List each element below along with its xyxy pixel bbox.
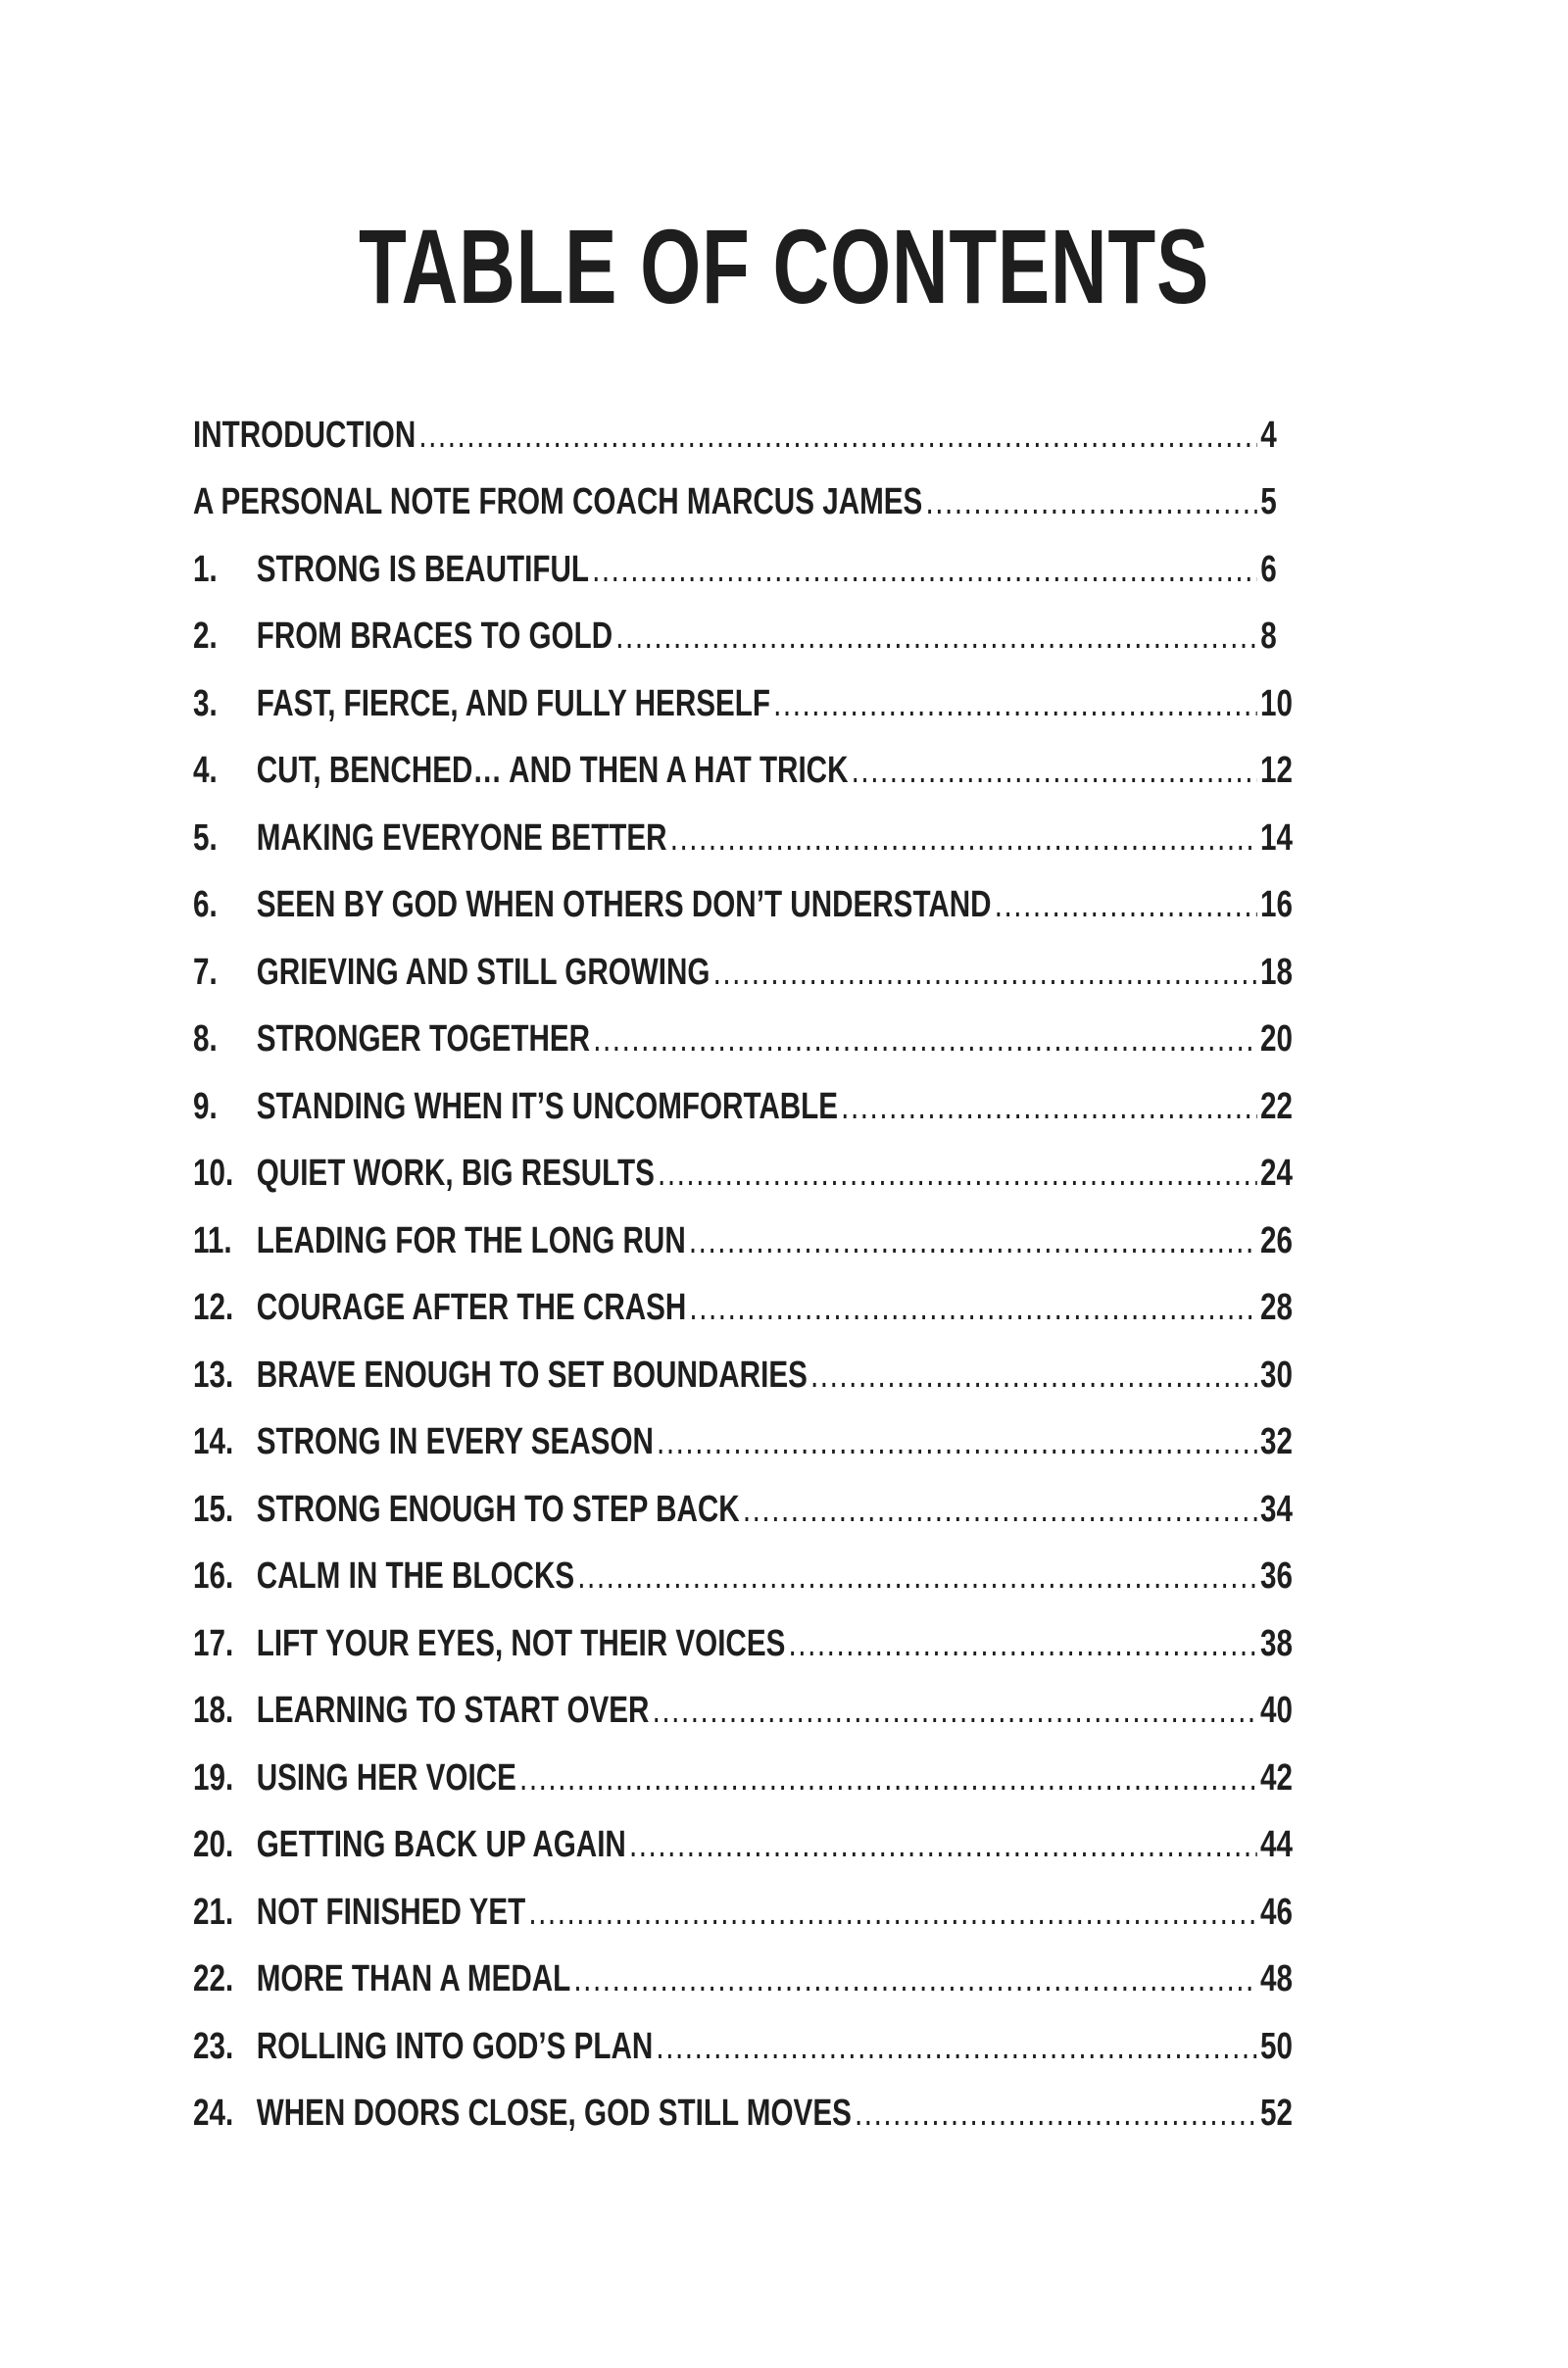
toc-entry-title: GRIEVING AND STILL GROWING — [256, 951, 710, 993]
toc-dot-leader — [841, 1086, 1257, 1128]
toc-entry-line — [193, 1623, 1293, 1665]
toc-entry-line — [193, 549, 1293, 591]
toc-entry-number: 14. — [193, 1421, 234, 1463]
toc-entry-title: COURAGE AFTER THE CRASH — [256, 1287, 687, 1329]
toc-entry-number: 17. — [193, 1622, 234, 1664]
toc-entry-page-number: 52 — [1260, 2093, 1293, 2135]
toc-entry-title: QUIET WORK, BIG RESULTS — [256, 1153, 655, 1195]
toc-entry-page-number: 5 — [1260, 481, 1277, 523]
toc-entry-title: WHEN DOORS CLOSE, GOD STILL MOVES — [256, 2093, 852, 2135]
toc-entry-number: 24. — [193, 2093, 234, 2135]
toc-entry-title: NOT FINISHED YET — [256, 1891, 526, 1933]
toc-entry-title: ROLLING INTO GOD’S PLAN — [256, 2025, 654, 2067]
toc-entry-title: USING HER VOICE — [256, 1756, 516, 1799]
toc-entry-title: A PERSONAL NOTE FROM COACH MARCUS JAMES — [193, 481, 923, 523]
page-title: TABLE OF CONTENTS — [359, 207, 1209, 325]
toc-entry-line — [193, 1824, 1293, 1866]
toc-dot-leader — [925, 481, 1257, 523]
toc-entry-number: 20. — [193, 1824, 234, 1866]
toc-entry — [193, 1544, 1293, 1611]
toc-entry-line — [193, 750, 1293, 792]
toc-entry-page-number: 38 — [1260, 1622, 1293, 1664]
toc-entry-title: STRONG ENOUGH TO STEP BACK — [256, 1488, 740, 1530]
toc-entry-line — [193, 817, 1293, 860]
toc-entry — [193, 1476, 1293, 1544]
toc-entry-title: LEARNING TO START OVER — [256, 1690, 650, 1732]
toc-entry — [193, 604, 1293, 671]
toc-entry-number: 9. — [193, 1085, 218, 1127]
toc-entry-page-number: 34 — [1260, 1488, 1293, 1530]
toc-entry-page-number: 32 — [1260, 1421, 1293, 1463]
toc-entry-line — [193, 952, 1293, 994]
toc-entry — [193, 469, 1293, 537]
toc-entry — [193, 1678, 1293, 1746]
toc-entry — [193, 738, 1293, 806]
toc-dot-leader — [592, 549, 1257, 591]
toc-dot-leader — [689, 1287, 1256, 1329]
toc-entry-number: 2. — [193, 616, 218, 658]
toc-entry-title: STRONG IN EVERY SEASON — [256, 1421, 654, 1463]
toc-entry — [193, 536, 1293, 604]
toc-entry-page-number: 36 — [1260, 1555, 1293, 1598]
toc-entry-line — [193, 1086, 1293, 1128]
toc-entry-page-number: 40 — [1260, 1690, 1293, 1732]
toc-entry — [193, 1007, 1293, 1074]
toc-entry-line — [193, 1421, 1293, 1463]
toc-entry-number: 23. — [193, 2025, 234, 2067]
toc-entry-title: STRONG IS BEAUTIFUL — [256, 548, 589, 590]
toc-entry — [193, 402, 1293, 469]
toc-entry-page-number: 12 — [1260, 750, 1293, 792]
toc-entry-page-number: 4 — [1260, 414, 1277, 456]
toc-entry-title: STANDING WHEN IT’S UNCOMFORTABLE — [256, 1085, 839, 1127]
toc-entry-line — [193, 1958, 1293, 2000]
toc-entry-number: 15. — [193, 1488, 234, 1530]
toc-entry-line — [193, 1690, 1293, 1732]
toc-entry — [193, 805, 1293, 872]
toc-entry — [193, 2013, 1293, 2081]
toc-entry-line — [193, 1757, 1293, 1800]
toc-entry-number: 11. — [193, 1219, 232, 1261]
toc-dot-leader — [657, 1421, 1257, 1463]
toc-entry-number: 12. — [193, 1287, 234, 1329]
toc-entry — [193, 1610, 1293, 1678]
toc-entry-line — [193, 2026, 1293, 2068]
toc-entry-page-number: 8 — [1260, 616, 1277, 658]
toc-entry-number: 8. — [193, 1018, 218, 1061]
toc-entry-line — [193, 1153, 1293, 1195]
toc-dot-leader — [743, 1489, 1257, 1531]
toc-entry-number: 7. — [193, 951, 218, 993]
toc-entry — [193, 1208, 1293, 1275]
toc-dot-leader — [593, 1018, 1257, 1061]
toc-entry-page-number: 42 — [1260, 1756, 1293, 1799]
toc-entry-number: 18. — [193, 1690, 234, 1732]
toc-entry-line — [193, 616, 1293, 658]
toc-entry-title: BRAVE ENOUGH TO SET BOUNDARIES — [256, 1354, 808, 1396]
toc-entry-page-number: 30 — [1260, 1354, 1293, 1396]
toc-entry-page-number: 48 — [1260, 1958, 1293, 2000]
toc-entry-title: CALM IN THE BLOCKS — [256, 1555, 575, 1598]
toc-dot-leader — [573, 1958, 1257, 2000]
toc-entry-line — [193, 2093, 1293, 2135]
toc-entry-page-number: 46 — [1260, 1891, 1293, 1933]
toc-entry — [193, 1409, 1293, 1477]
toc-dot-leader — [658, 1153, 1257, 1195]
toc-entry — [193, 1141, 1293, 1209]
toc-entry-title: MAKING EVERYONE BETTER — [256, 816, 667, 859]
toc-entry — [193, 2081, 1293, 2148]
toc-dot-leader — [653, 1690, 1257, 1732]
toc-entry-line — [193, 415, 1293, 457]
toc-entry-title: STRONGER TOGETHER — [256, 1018, 591, 1061]
toc-dot-leader — [615, 616, 1257, 658]
toc-dot-leader — [670, 817, 1257, 860]
toc-entry-title: SEEN BY GOD WHEN OTHERS DON’T UNDERSTAND — [256, 884, 992, 926]
toc-entry-page-number: 14 — [1260, 816, 1293, 859]
toc-dot-leader — [713, 952, 1257, 994]
toc-entry-number: 3. — [193, 682, 218, 724]
toc-dot-leader — [773, 683, 1257, 725]
toc-entry-page-number: 20 — [1260, 1018, 1293, 1061]
toc-entry-number: 16. — [193, 1555, 234, 1598]
toc-entry — [193, 1275, 1293, 1343]
toc-entry-number: 13. — [193, 1354, 234, 1396]
toc-entry-line — [193, 1018, 1293, 1061]
toc-entry-line — [193, 1892, 1293, 1934]
toc-entry-page-number: 10 — [1260, 682, 1293, 724]
toc-dot-leader — [577, 1555, 1257, 1598]
toc-entry-line — [193, 1555, 1293, 1598]
toc-entry-title: CUT, BENCHED… AND THEN A HAT TRICK — [256, 750, 849, 792]
toc-dot-leader — [528, 1892, 1257, 1934]
toc-entry-number: 1. — [193, 548, 218, 590]
toc-entry — [193, 872, 1293, 940]
toc-entry-line — [193, 683, 1293, 725]
toc-entry-number: 6. — [193, 884, 218, 926]
toc-dot-leader — [629, 1824, 1257, 1866]
toc-entry-page-number: 26 — [1260, 1219, 1293, 1261]
toc-dot-leader — [995, 884, 1257, 926]
toc-entry-page-number: 18 — [1260, 951, 1293, 993]
toc-dot-leader — [689, 1220, 1257, 1262]
toc-entry-number: 22. — [193, 1958, 234, 2000]
toc-dot-leader — [519, 1757, 1257, 1800]
toc-entry-line — [193, 884, 1293, 926]
toc-entry-title: FAST, FIERCE, AND FULLY HERSELF — [256, 682, 770, 724]
toc-entry-page-number: 22 — [1260, 1085, 1293, 1127]
table-of-contents — [193, 402, 1293, 2147]
toc-dot-leader — [852, 750, 1257, 792]
toc-entry-page-number: 28 — [1260, 1287, 1293, 1329]
toc-entry-page-number: 16 — [1260, 884, 1293, 926]
toc-entry — [193, 1879, 1293, 1947]
toc-entry — [193, 1947, 1293, 2014]
toc-entry-line — [193, 1355, 1293, 1397]
toc-dot-leader — [418, 415, 1257, 457]
toc-entry-line — [193, 481, 1293, 523]
toc-dot-leader — [855, 2093, 1257, 2135]
toc-entry — [193, 1745, 1293, 1812]
toc-entry-title: MORE THAN A MEDAL — [256, 1958, 571, 2000]
toc-entry-title: FROM BRACES TO GOLD — [256, 616, 613, 658]
toc-entry-number: 4. — [193, 750, 218, 792]
toc-entry-number: 21. — [193, 1891, 234, 1933]
toc-entry — [193, 939, 1293, 1007]
toc-entry-page-number: 24 — [1260, 1153, 1293, 1195]
toc-dot-leader — [656, 2026, 1256, 2068]
toc-entry — [193, 670, 1293, 738]
toc-entry-page-number: 44 — [1260, 1824, 1293, 1866]
toc-entry-page-number: 50 — [1260, 2025, 1293, 2067]
toc-entry-title: INTRODUCTION — [193, 414, 416, 456]
toc-entry-line — [193, 1287, 1293, 1329]
toc-entry-title: GETTING BACK UP AGAIN — [256, 1824, 626, 1866]
toc-dot-leader — [788, 1623, 1256, 1665]
toc-entry-title: LIFT YOUR EYES, NOT THEIR VOICES — [256, 1622, 786, 1664]
toc-dot-leader — [810, 1355, 1257, 1397]
toc-entry-number: 10. — [193, 1153, 234, 1195]
toc-entry-line — [193, 1220, 1293, 1262]
toc-entry-line — [193, 1489, 1293, 1531]
toc-entry-title: LEADING FOR THE LONG RUN — [256, 1219, 686, 1261]
toc-entry — [193, 1342, 1293, 1409]
toc-entry-page-number: 6 — [1260, 548, 1277, 590]
toc-entry — [193, 1812, 1293, 1880]
toc-entry-number: 5. — [193, 816, 218, 859]
toc-entry — [193, 1073, 1293, 1141]
toc-entry-number: 19. — [193, 1756, 234, 1799]
